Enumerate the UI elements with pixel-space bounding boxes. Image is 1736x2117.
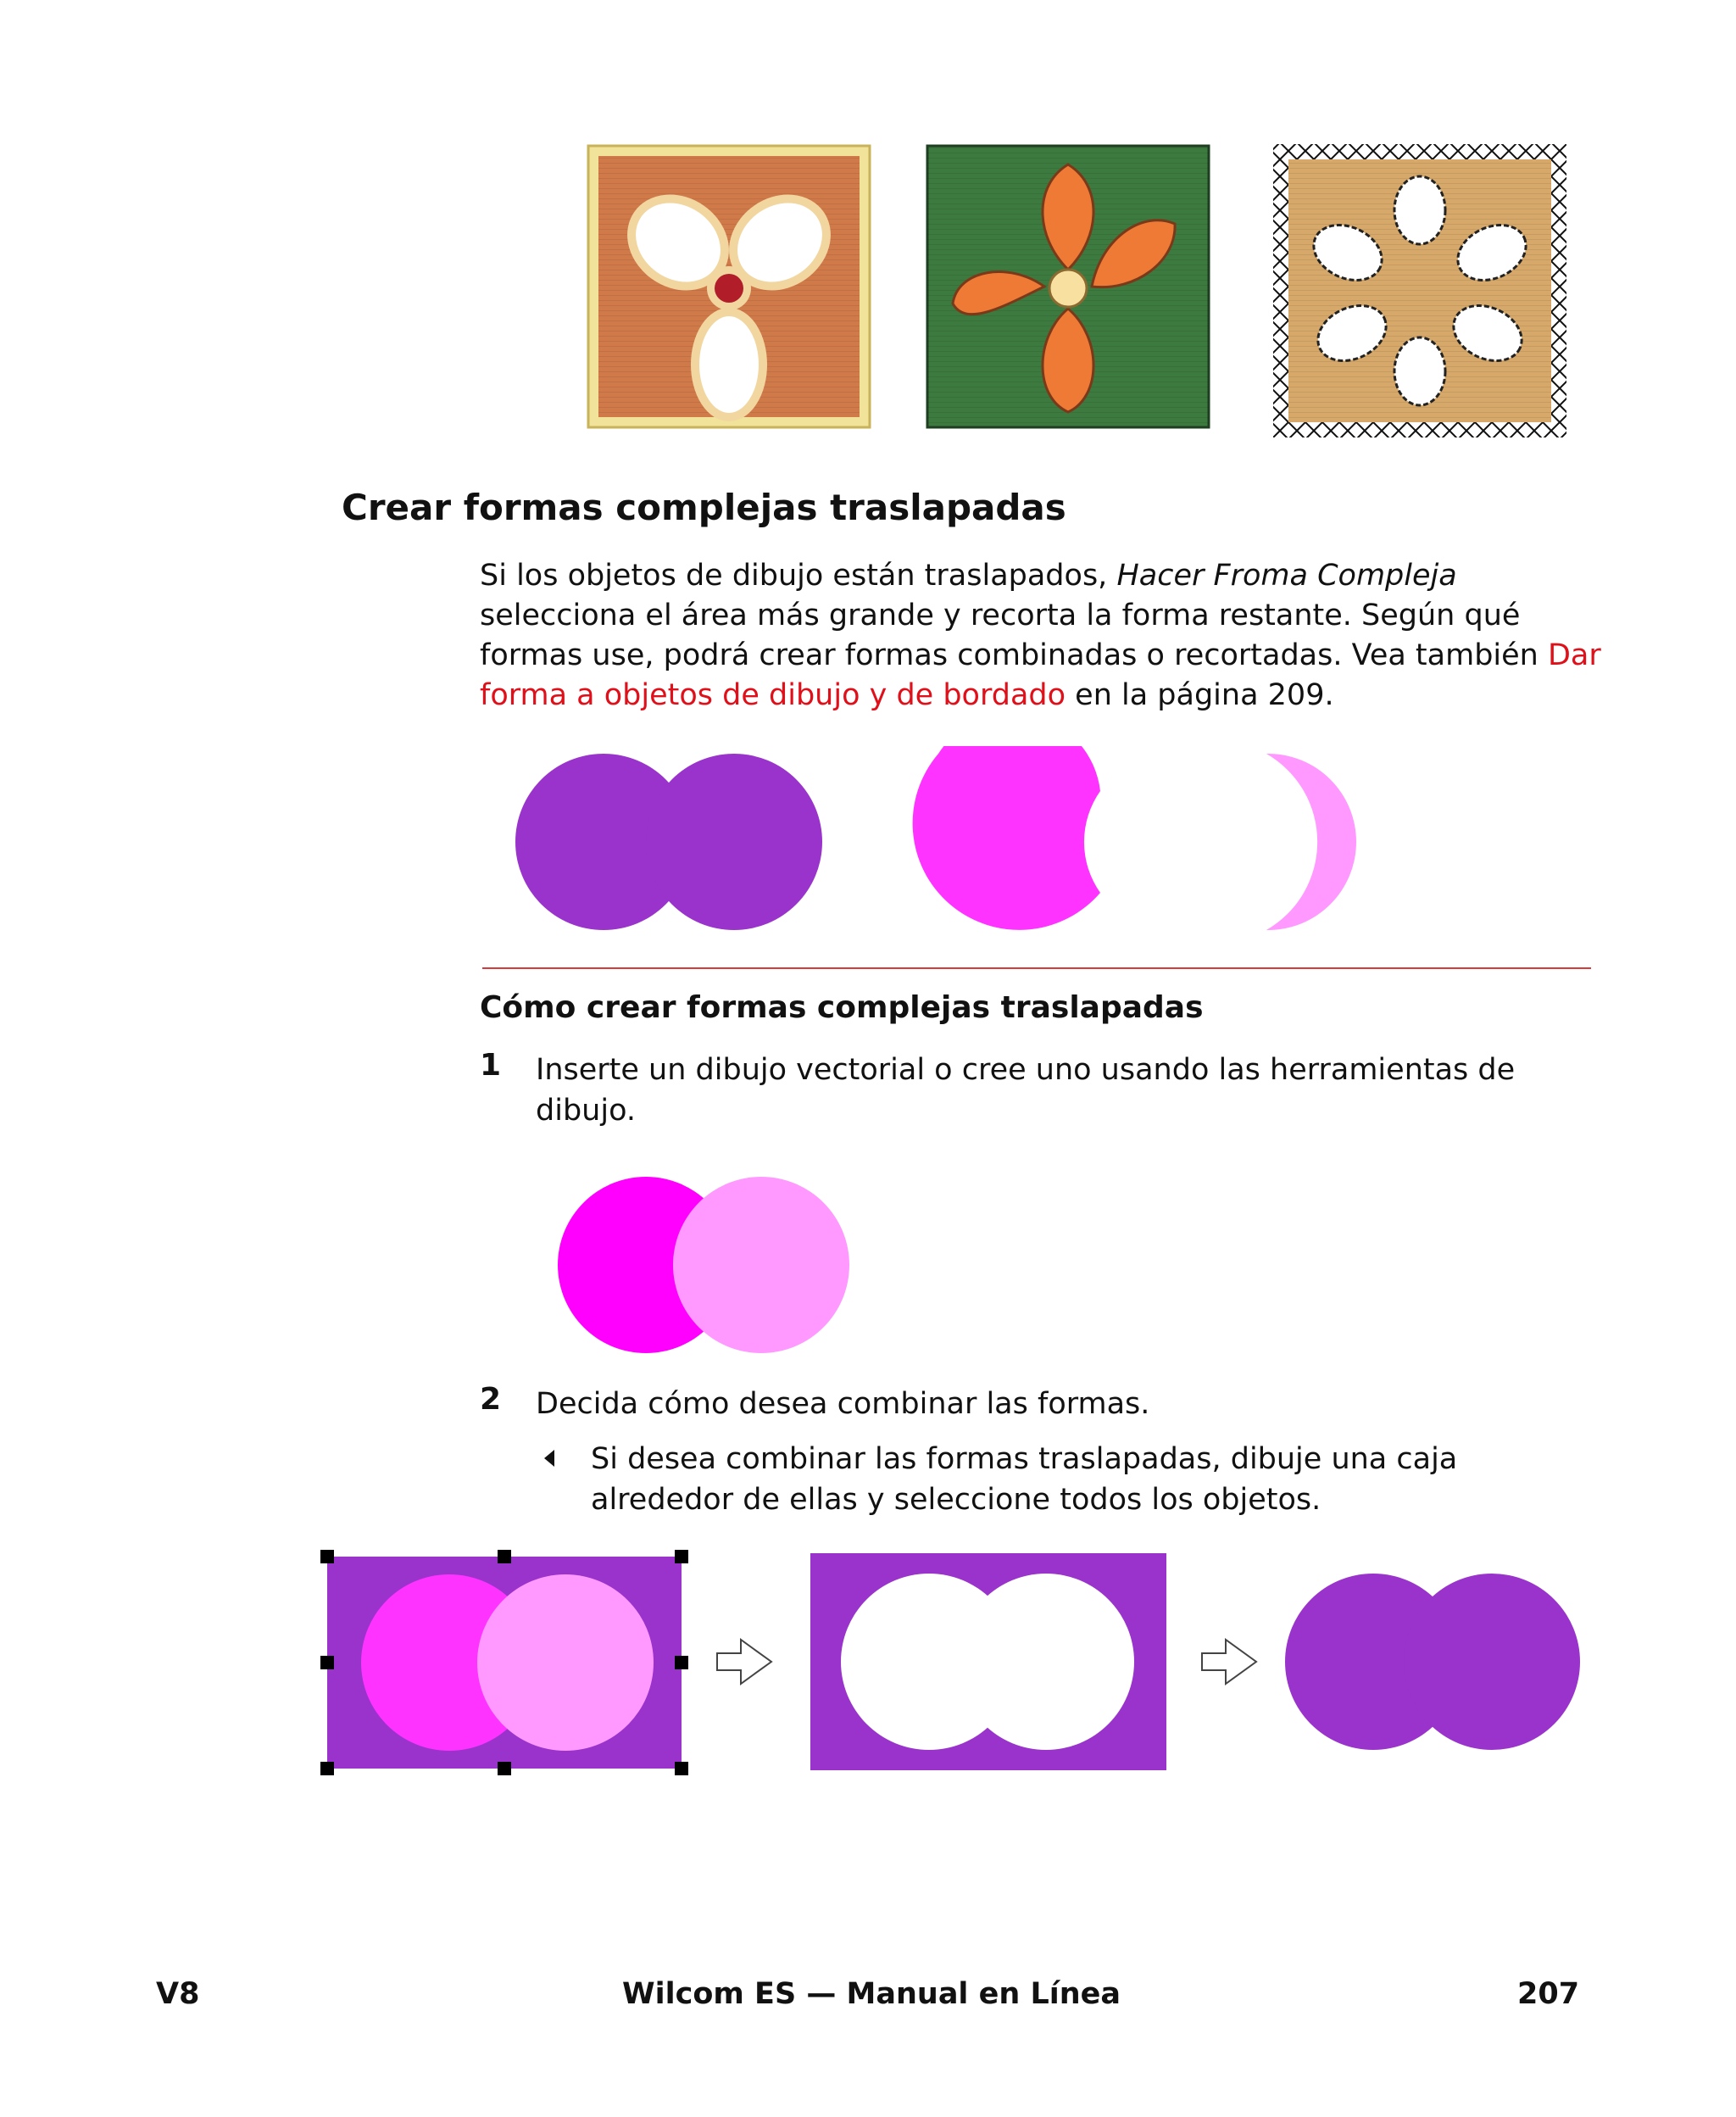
magenta-crescent-shape (913, 746, 1100, 930)
tool-name: Hacer Froma Compleja (1116, 559, 1457, 593)
section-heading: Crear formas complejas traslapadas (342, 487, 1066, 528)
embroidery-samples (585, 142, 1577, 448)
pink-cut-shape (1266, 754, 1356, 930)
embroidery-samples-svg (585, 142, 1577, 448)
arrow-right-icon (717, 1640, 771, 1684)
embroidery-green-tile (927, 146, 1209, 427)
step-text: Decida cómo desea combinar las formas. (536, 1387, 1150, 1421)
step-number: 1 (480, 1048, 502, 1083)
embroidery-tan-tile (1271, 142, 1568, 439)
triangle-left-icon (544, 1450, 554, 1467)
step-text: Inserte un dibujo vectorial o cree uno usando las herramientas de dibujo. (536, 1053, 1516, 1128)
footer-page-number: 207 (1517, 1977, 1580, 2011)
overlapping-circles-svg (551, 1170, 856, 1357)
combine-sequence-svg (314, 1543, 1585, 1780)
arrow-right-icon (1202, 1640, 1256, 1684)
combine-sequence-illustration (314, 1543, 1585, 1780)
cutout-box-panel (810, 1553, 1166, 1770)
shape-examples (509, 746, 1458, 941)
embroidery-orange-tile (588, 146, 870, 427)
selected-box-panel (320, 1550, 688, 1775)
footer-title: Wilcom ES — Manual en Línea (622, 1977, 1121, 2011)
cross-reference-link[interactable]: Dar forma a objetos de dibujo y de bordado (480, 638, 1601, 712)
section-divider (482, 967, 1591, 969)
paragraph-text: en la página 209. (1066, 678, 1334, 712)
procedure-heading: Cómo crear formas complejas traslapadas (480, 990, 1204, 1025)
overlapping-circles-illustration (551, 1170, 856, 1357)
paragraph-text: selecciona el área más grande y recorta la forma restante. Según qué formas use, podrá crear formas combinadas o recortadas. Vea también (480, 599, 1548, 672)
bullet-text: Si desea combinar las formas traslapadas, dibuje una caja alrededor de ellas y seleccione todos los objetos. (591, 1442, 1458, 1517)
step-number: 2 (480, 1382, 502, 1417)
paragraph-text: Si los objetos de dibujo están traslapados, (480, 559, 1117, 593)
shape-examples-svg (509, 746, 1458, 941)
combined-shape (515, 754, 822, 930)
combined-result-panel (1285, 1574, 1580, 1750)
section-paragraph (480, 556, 1607, 716)
footer-version: V8 (156, 1977, 200, 2011)
pink-circle (673, 1177, 849, 1353)
